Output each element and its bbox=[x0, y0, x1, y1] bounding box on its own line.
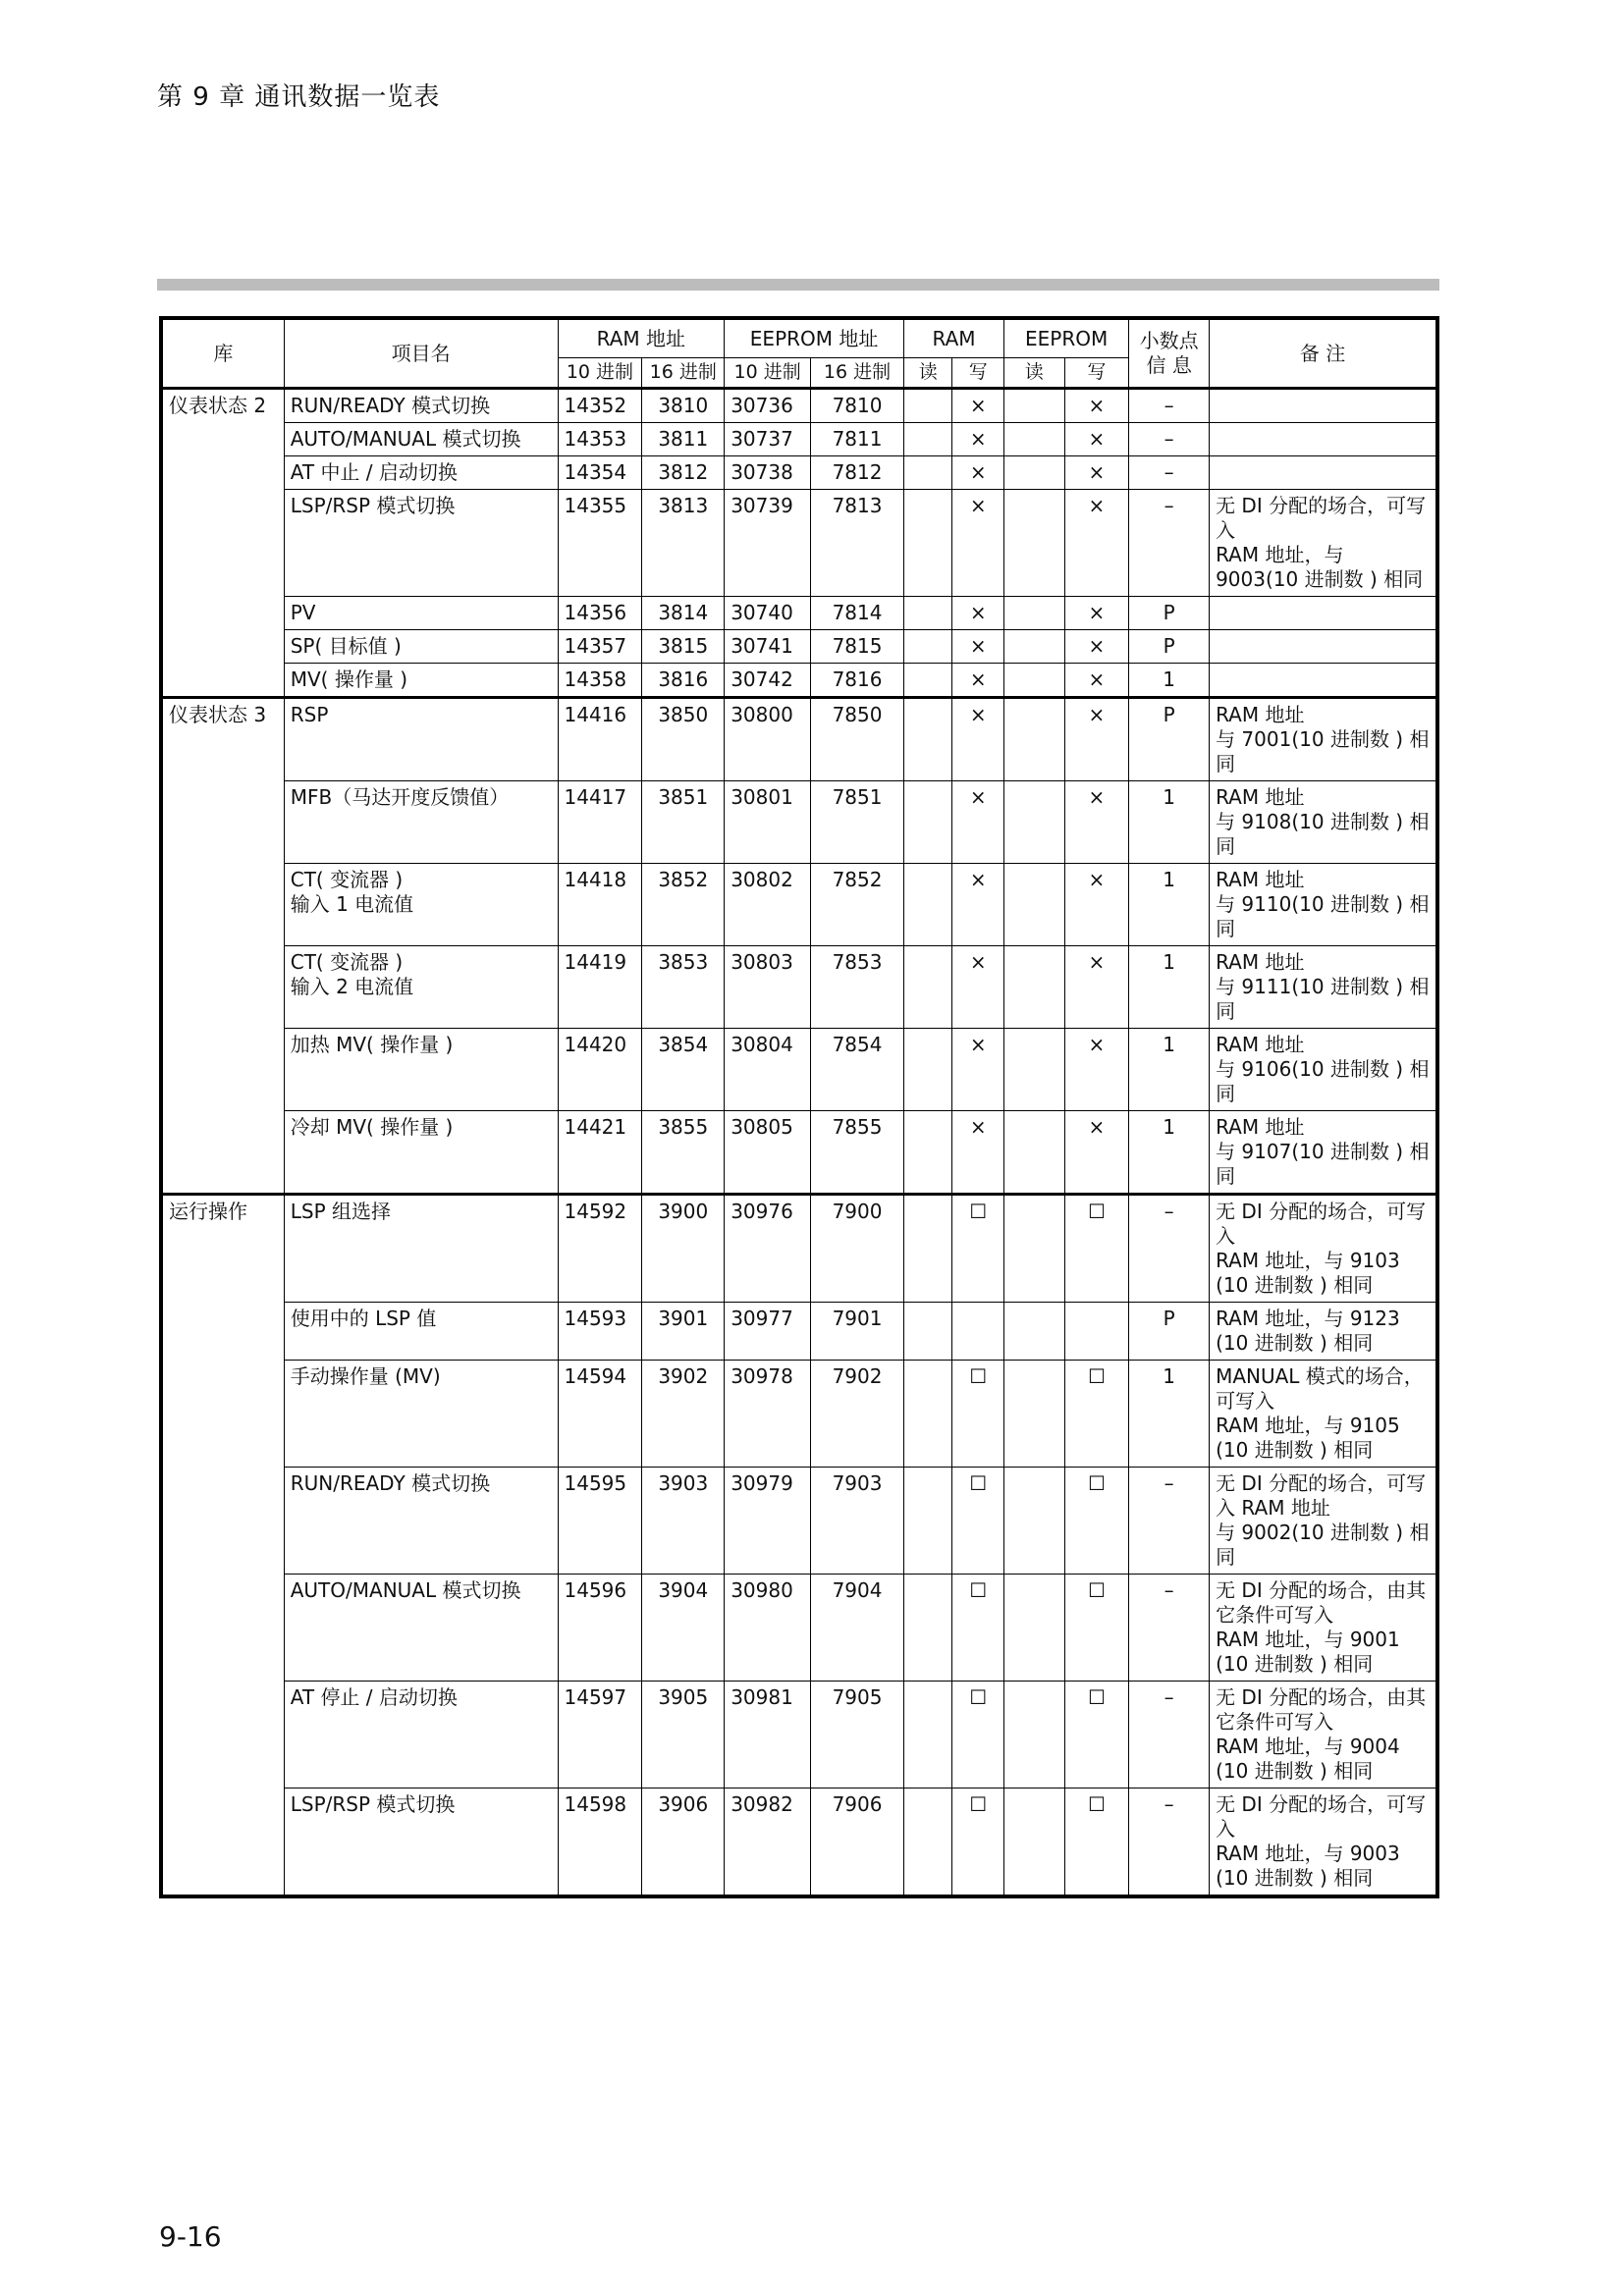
library-cell: 仪表状态 2 bbox=[161, 389, 284, 423]
eeprom-address-hex-cell: 7850 bbox=[811, 698, 904, 781]
eeprom-read-cell bbox=[1004, 1575, 1065, 1682]
remarks-cell: RAM 地址 与 9111(10 进制数 ) 相同 bbox=[1210, 946, 1437, 1029]
eeprom-read-cell bbox=[1004, 630, 1065, 664]
table-row bbox=[161, 1303, 1437, 1361]
library-cell bbox=[161, 1789, 284, 1897]
eeprom-write-cell: × bbox=[1064, 630, 1129, 664]
eeprom-write-cell: ☐ bbox=[1064, 1682, 1129, 1789]
library-cell bbox=[161, 1682, 284, 1789]
ram-address-dec-cell: 14354 bbox=[558, 456, 642, 490]
library-cell bbox=[161, 864, 284, 946]
header-lib: 库 bbox=[161, 318, 284, 389]
chapter-title: 第 9 章 通讯数据一览表 bbox=[157, 82, 441, 112]
eeprom-address-hex-cell: 7813 bbox=[811, 490, 904, 597]
eeprom-write-cell: ☐ bbox=[1064, 1789, 1129, 1897]
ram-address-dec-cell: 14419 bbox=[558, 946, 642, 1029]
section-divider bbox=[157, 279, 1439, 291]
eeprom-write-cell bbox=[1064, 1303, 1129, 1361]
eeprom-address-dec-cell: 30981 bbox=[725, 1682, 811, 1789]
ram-address-hex-cell: 3851 bbox=[642, 781, 725, 864]
eeprom-read-cell bbox=[1004, 1111, 1065, 1195]
remarks-cell: 无 DI 分配的场合，可写入 RAM 地址，与 9003 (10 进制数 ) 相同 bbox=[1210, 1789, 1437, 1897]
ram-write-cell: ☐ bbox=[952, 1789, 1004, 1897]
eeprom-write-cell: ☐ bbox=[1064, 1361, 1129, 1468]
remarks-cell bbox=[1210, 423, 1437, 456]
table-row bbox=[161, 1682, 1437, 1789]
library-cell: 运行操作 bbox=[161, 1195, 284, 1303]
remarks-cell: 无 DI 分配的场合，由其它条件可写入 RAM 地址，与 9001 (10 进制数 ) 相同 bbox=[1210, 1575, 1437, 1682]
ram-address-hex-cell: 3853 bbox=[642, 946, 725, 1029]
eeprom-address-dec-cell: 30805 bbox=[725, 1111, 811, 1195]
ram-address-dec-cell: 14421 bbox=[558, 1111, 642, 1195]
remarks-cell: RAM 地址 与 9107(10 进制数 ) 相同 bbox=[1210, 1111, 1437, 1195]
ram-write-cell: × bbox=[952, 864, 1004, 946]
eeprom-write-cell: ☐ bbox=[1064, 1195, 1129, 1303]
remarks-cell: 无 DI 分配的场合，可写入 RAM 地址，与 9003(10 进制数 ) 相同 bbox=[1210, 490, 1437, 597]
ram-write-cell: × bbox=[952, 664, 1004, 698]
item-name-cell: 加热 MV( 操作量 ) bbox=[284, 1029, 558, 1111]
remarks-cell: RAM 地址 与 9106(10 进制数 ) 相同 bbox=[1210, 1029, 1437, 1111]
ram-write-cell: × bbox=[952, 1111, 1004, 1195]
eeprom-address-hex-cell: 7811 bbox=[811, 423, 904, 456]
remarks-cell: RAM 地址 与 7001(10 进制数 ) 相同 bbox=[1210, 698, 1437, 781]
ram-read-cell bbox=[904, 864, 952, 946]
header-decimal-info: 小数点信 息 bbox=[1129, 318, 1210, 389]
ram-read-cell bbox=[904, 1029, 952, 1111]
remarks-cell: 无 DI 分配的场合，可写入 RAM 地址 与 9002(10 进制数 ) 相同 bbox=[1210, 1468, 1437, 1575]
ram-write-cell: × bbox=[952, 389, 1004, 423]
ram-address-hex-cell: 3854 bbox=[642, 1029, 725, 1111]
ram-address-hex-cell: 3815 bbox=[642, 630, 725, 664]
eeprom-address-dec-cell: 30982 bbox=[725, 1789, 811, 1897]
ram-write-cell: × bbox=[952, 630, 1004, 664]
eeprom-address-dec-cell: 30976 bbox=[725, 1195, 811, 1303]
library-cell bbox=[161, 456, 284, 490]
decimal-info-cell: – bbox=[1129, 1682, 1210, 1789]
eeprom-write-cell: ☐ bbox=[1064, 1575, 1129, 1682]
table-row bbox=[161, 1111, 1437, 1195]
ram-write-cell bbox=[952, 1303, 1004, 1361]
item-name-cell: CT( 变流器 ) 输入 2 电流值 bbox=[284, 946, 558, 1029]
library-cell bbox=[161, 1303, 284, 1361]
ram-address-hex-cell: 3905 bbox=[642, 1682, 725, 1789]
eeprom-address-dec-cell: 30802 bbox=[725, 864, 811, 946]
ram-address-hex-cell: 3901 bbox=[642, 1303, 725, 1361]
ram-address-dec-cell: 14356 bbox=[558, 597, 642, 630]
eeprom-read-cell bbox=[1004, 490, 1065, 597]
library-cell bbox=[161, 1575, 284, 1682]
header-eeprom-hex: 16 进制 bbox=[811, 358, 904, 389]
eeprom-address-hex-cell: 7852 bbox=[811, 864, 904, 946]
ram-read-cell bbox=[904, 1468, 952, 1575]
table-row bbox=[161, 1468, 1437, 1575]
eeprom-address-dec-cell: 30737 bbox=[725, 423, 811, 456]
ram-read-cell bbox=[904, 456, 952, 490]
item-name-cell: 手动操作量 (MV) bbox=[284, 1361, 558, 1468]
eeprom-write-cell: ☐ bbox=[1064, 1468, 1129, 1575]
eeprom-address-dec-cell: 30977 bbox=[725, 1303, 811, 1361]
ram-address-dec-cell: 14357 bbox=[558, 630, 642, 664]
item-name-cell: AUTO/MANUAL 模式切换 bbox=[284, 423, 558, 456]
table-row bbox=[161, 1575, 1437, 1682]
library-cell bbox=[161, 630, 284, 664]
ram-read-cell bbox=[904, 698, 952, 781]
eeprom-write-cell: × bbox=[1064, 1111, 1129, 1195]
table-row bbox=[161, 1789, 1437, 1897]
remarks-cell: RAM 地址 与 9110(10 进制数 ) 相同 bbox=[1210, 864, 1437, 946]
ram-address-hex-cell: 3900 bbox=[642, 1195, 725, 1303]
remarks-cell bbox=[1210, 456, 1437, 490]
table-row bbox=[161, 1195, 1437, 1303]
eeprom-address-dec-cell: 30742 bbox=[725, 664, 811, 698]
eeprom-address-hex-cell: 7814 bbox=[811, 597, 904, 630]
eeprom-write-cell: × bbox=[1064, 946, 1129, 1029]
header-ram-write: 写 bbox=[952, 358, 1004, 389]
remarks-cell bbox=[1210, 630, 1437, 664]
eeprom-address-hex-cell: 7901 bbox=[811, 1303, 904, 1361]
item-name-cell: 冷却 MV( 操作量 ) bbox=[284, 1111, 558, 1195]
table-row bbox=[161, 630, 1437, 664]
ram-write-cell: × bbox=[952, 698, 1004, 781]
eeprom-address-hex-cell: 7815 bbox=[811, 630, 904, 664]
eeprom-address-dec-cell: 30980 bbox=[725, 1575, 811, 1682]
eeprom-address-hex-cell: 7855 bbox=[811, 1111, 904, 1195]
header-item-name: 项目名 bbox=[284, 318, 558, 389]
eeprom-read-cell bbox=[1004, 781, 1065, 864]
item-name-cell: CT( 变流器 ) 输入 1 电流值 bbox=[284, 864, 558, 946]
ram-read-cell bbox=[904, 1789, 952, 1897]
eeprom-address-dec-cell: 30736 bbox=[725, 389, 811, 423]
eeprom-write-cell: × bbox=[1064, 698, 1129, 781]
table-row bbox=[161, 698, 1437, 781]
ram-read-cell bbox=[904, 781, 952, 864]
eeprom-address-hex-cell: 7812 bbox=[811, 456, 904, 490]
ram-read-cell bbox=[904, 1111, 952, 1195]
ram-write-cell: × bbox=[952, 946, 1004, 1029]
remarks-cell bbox=[1210, 389, 1437, 423]
ram-write-cell: × bbox=[952, 456, 1004, 490]
eeprom-read-cell bbox=[1004, 1303, 1065, 1361]
ram-address-dec-cell: 14593 bbox=[558, 1303, 642, 1361]
decimal-info-cell: 1 bbox=[1129, 1361, 1210, 1468]
library-cell bbox=[161, 1468, 284, 1575]
ram-read-cell bbox=[904, 389, 952, 423]
eeprom-write-cell: × bbox=[1064, 389, 1129, 423]
remarks-cell bbox=[1210, 597, 1437, 630]
remarks-cell: RAM 地址，与 9123 (10 进制数 ) 相同 bbox=[1210, 1303, 1437, 1361]
decimal-info-cell: – bbox=[1129, 389, 1210, 423]
ram-read-cell bbox=[904, 630, 952, 664]
ram-read-cell bbox=[904, 1303, 952, 1361]
eeprom-read-cell bbox=[1004, 423, 1065, 456]
item-name-cell: LSP/RSP 模式切换 bbox=[284, 1789, 558, 1897]
eeprom-address-dec-cell: 30738 bbox=[725, 456, 811, 490]
ram-address-hex-cell: 3812 bbox=[642, 456, 725, 490]
eeprom-read-cell bbox=[1004, 664, 1065, 698]
ram-read-cell bbox=[904, 946, 952, 1029]
ram-address-dec-cell: 14598 bbox=[558, 1789, 642, 1897]
eeprom-read-cell bbox=[1004, 389, 1065, 423]
decimal-info-cell: – bbox=[1129, 1468, 1210, 1575]
eeprom-read-cell bbox=[1004, 456, 1065, 490]
item-name-cell: SP( 目标值 ) bbox=[284, 630, 558, 664]
header-eeprom-write: 写 bbox=[1064, 358, 1129, 389]
eeprom-write-cell: × bbox=[1064, 597, 1129, 630]
ram-write-cell: × bbox=[952, 781, 1004, 864]
ram-address-hex-cell: 3855 bbox=[642, 1111, 725, 1195]
header-ram-address: RAM 地址 bbox=[558, 318, 725, 358]
decimal-info-cell: – bbox=[1129, 423, 1210, 456]
eeprom-address-dec-cell: 30804 bbox=[725, 1029, 811, 1111]
ram-write-cell: ☐ bbox=[952, 1361, 1004, 1468]
eeprom-address-hex-cell: 7854 bbox=[811, 1029, 904, 1111]
eeprom-read-cell bbox=[1004, 698, 1065, 781]
ram-address-dec-cell: 14352 bbox=[558, 389, 642, 423]
table-row bbox=[161, 864, 1437, 946]
ram-address-hex-cell: 3814 bbox=[642, 597, 725, 630]
decimal-info-cell: – bbox=[1129, 490, 1210, 597]
eeprom-read-cell bbox=[1004, 1468, 1065, 1575]
ram-address-hex-cell: 3813 bbox=[642, 490, 725, 597]
table-row bbox=[161, 1029, 1437, 1111]
item-name-cell: AT 中止 / 启动切换 bbox=[284, 456, 558, 490]
library-cell bbox=[161, 1361, 284, 1468]
header-eeprom: EEPROM bbox=[1004, 318, 1129, 358]
ram-read-cell bbox=[904, 664, 952, 698]
eeprom-write-cell: × bbox=[1064, 1029, 1129, 1111]
ram-read-cell bbox=[904, 490, 952, 597]
library-cell bbox=[161, 490, 284, 597]
eeprom-write-cell: × bbox=[1064, 490, 1129, 597]
eeprom-address-hex-cell: 7902 bbox=[811, 1361, 904, 1468]
item-name-cell: RUN/READY 模式切换 bbox=[284, 389, 558, 423]
decimal-info-cell: – bbox=[1129, 1789, 1210, 1897]
remarks-cell: MANUAL 模式的场合，可写入 RAM 地址，与 9105 (10 进制数 ) 相同 bbox=[1210, 1361, 1437, 1468]
eeprom-address-dec-cell: 30979 bbox=[725, 1468, 811, 1575]
ram-address-dec-cell: 14592 bbox=[558, 1195, 642, 1303]
eeprom-read-cell bbox=[1004, 864, 1065, 946]
decimal-info-cell: 1 bbox=[1129, 664, 1210, 698]
library-cell bbox=[161, 1111, 284, 1195]
ram-address-hex-cell: 3852 bbox=[642, 864, 725, 946]
item-name-cell: AT 停止 / 启动切换 bbox=[284, 1682, 558, 1789]
eeprom-address-dec-cell: 30803 bbox=[725, 946, 811, 1029]
communication-data-table bbox=[159, 316, 1439, 1898]
ram-address-dec-cell: 14595 bbox=[558, 1468, 642, 1575]
remarks-cell: 无 DI 分配的场合，可写入 RAM 地址，与 9103 (10 进制数 ) 相同 bbox=[1210, 1195, 1437, 1303]
eeprom-write-cell: × bbox=[1064, 864, 1129, 946]
library-cell bbox=[161, 423, 284, 456]
ram-address-hex-cell: 3811 bbox=[642, 423, 725, 456]
table-row bbox=[161, 389, 1437, 423]
eeprom-address-hex-cell: 7810 bbox=[811, 389, 904, 423]
header-ram: RAM bbox=[904, 318, 1004, 358]
ram-read-cell bbox=[904, 597, 952, 630]
item-name-cell: LSP 组选择 bbox=[284, 1195, 558, 1303]
header-eeprom-address: EEPROM 地址 bbox=[725, 318, 904, 358]
ram-address-dec-cell: 14418 bbox=[558, 864, 642, 946]
ram-address-dec-cell: 14358 bbox=[558, 664, 642, 698]
item-name-cell: MV( 操作量 ) bbox=[284, 664, 558, 698]
decimal-info-cell: P bbox=[1129, 1303, 1210, 1361]
eeprom-read-cell bbox=[1004, 1029, 1065, 1111]
decimal-info-cell: 1 bbox=[1129, 781, 1210, 864]
ram-write-cell: ☐ bbox=[952, 1575, 1004, 1682]
ram-read-cell bbox=[904, 1682, 952, 1789]
ram-address-hex-cell: 3906 bbox=[642, 1789, 725, 1897]
eeprom-address-hex-cell: 7816 bbox=[811, 664, 904, 698]
decimal-info-cell: 1 bbox=[1129, 864, 1210, 946]
ram-address-dec-cell: 14416 bbox=[558, 698, 642, 781]
table-row bbox=[161, 946, 1437, 1029]
eeprom-address-hex-cell: 7905 bbox=[811, 1682, 904, 1789]
item-name-cell: 使用中的 LSP 值 bbox=[284, 1303, 558, 1361]
item-name-cell: RUN/READY 模式切换 bbox=[284, 1468, 558, 1575]
eeprom-read-cell bbox=[1004, 597, 1065, 630]
header-eeprom-dec: 10 进制 bbox=[725, 358, 811, 389]
table-row bbox=[161, 1361, 1437, 1468]
table-row bbox=[161, 597, 1437, 630]
library-cell bbox=[161, 597, 284, 630]
eeprom-address-hex-cell: 7853 bbox=[811, 946, 904, 1029]
ram-address-hex-cell: 3816 bbox=[642, 664, 725, 698]
ram-address-dec-cell: 14417 bbox=[558, 781, 642, 864]
ram-address-dec-cell: 14596 bbox=[558, 1575, 642, 1682]
decimal-info-cell: P bbox=[1129, 597, 1210, 630]
ram-address-dec-cell: 14353 bbox=[558, 423, 642, 456]
ram-address-hex-cell: 3850 bbox=[642, 698, 725, 781]
item-name-cell: MFB（马达开度反馈值） bbox=[284, 781, 558, 864]
ram-write-cell: × bbox=[952, 423, 1004, 456]
eeprom-address-dec-cell: 30740 bbox=[725, 597, 811, 630]
ram-address-hex-cell: 3902 bbox=[642, 1361, 725, 1468]
ram-write-cell: × bbox=[952, 490, 1004, 597]
eeprom-read-cell bbox=[1004, 946, 1065, 1029]
eeprom-write-cell: × bbox=[1064, 781, 1129, 864]
ram-write-cell: ☐ bbox=[952, 1468, 1004, 1575]
library-cell bbox=[161, 946, 284, 1029]
library-cell: 仪表状态 3 bbox=[161, 698, 284, 781]
decimal-info-cell: P bbox=[1129, 630, 1210, 664]
item-name-cell: RSP bbox=[284, 698, 558, 781]
eeprom-write-cell: × bbox=[1064, 456, 1129, 490]
ram-address-hex-cell: 3810 bbox=[642, 389, 725, 423]
header-ram-read: 读 bbox=[904, 358, 952, 389]
ram-read-cell bbox=[904, 423, 952, 456]
decimal-info-cell: – bbox=[1129, 1195, 1210, 1303]
eeprom-address-hex-cell: 7851 bbox=[811, 781, 904, 864]
table-row bbox=[161, 781, 1437, 864]
ram-write-cell: ☐ bbox=[952, 1195, 1004, 1303]
header-ram-hex: 16 进制 bbox=[642, 358, 725, 389]
ram-read-cell bbox=[904, 1195, 952, 1303]
eeprom-read-cell bbox=[1004, 1195, 1065, 1303]
eeprom-write-cell: × bbox=[1064, 423, 1129, 456]
library-cell bbox=[161, 781, 284, 864]
eeprom-address-dec-cell: 30800 bbox=[725, 698, 811, 781]
ram-write-cell: × bbox=[952, 597, 1004, 630]
item-name-cell: AUTO/MANUAL 模式切换 bbox=[284, 1575, 558, 1682]
eeprom-write-cell: × bbox=[1064, 664, 1129, 698]
eeprom-address-hex-cell: 7906 bbox=[811, 1789, 904, 1897]
table-row bbox=[161, 456, 1437, 490]
eeprom-address-dec-cell: 30801 bbox=[725, 781, 811, 864]
item-name-cell: PV bbox=[284, 597, 558, 630]
ram-address-dec-cell: 14420 bbox=[558, 1029, 642, 1111]
ram-address-dec-cell: 14355 bbox=[558, 490, 642, 597]
table-row bbox=[161, 664, 1437, 698]
header-ram-dec: 10 进制 bbox=[558, 358, 642, 389]
eeprom-read-cell bbox=[1004, 1682, 1065, 1789]
eeprom-address-dec-cell: 30978 bbox=[725, 1361, 811, 1468]
eeprom-read-cell bbox=[1004, 1789, 1065, 1897]
eeprom-address-hex-cell: 7900 bbox=[811, 1195, 904, 1303]
decimal-info-cell: 1 bbox=[1129, 946, 1210, 1029]
table-row bbox=[161, 490, 1437, 597]
ram-address-hex-cell: 3903 bbox=[642, 1468, 725, 1575]
remarks-cell bbox=[1210, 664, 1437, 698]
eeprom-address-hex-cell: 7903 bbox=[811, 1468, 904, 1575]
header-eeprom-read: 读 bbox=[1004, 358, 1065, 389]
decimal-info-cell: – bbox=[1129, 1575, 1210, 1682]
ram-write-cell: ☐ bbox=[952, 1682, 1004, 1789]
ram-address-hex-cell: 3904 bbox=[642, 1575, 725, 1682]
page-number: 9-16 bbox=[159, 2220, 222, 2253]
ram-address-dec-cell: 14594 bbox=[558, 1361, 642, 1468]
ram-write-cell: × bbox=[952, 1029, 1004, 1111]
library-cell bbox=[161, 664, 284, 698]
remarks-cell: 无 DI 分配的场合，由其它条件可写入 RAM 地址，与 9004 (10 进制数 ) 相同 bbox=[1210, 1682, 1437, 1789]
ram-read-cell bbox=[904, 1575, 952, 1682]
decimal-info-cell: – bbox=[1129, 456, 1210, 490]
eeprom-address-hex-cell: 7904 bbox=[811, 1575, 904, 1682]
table-row bbox=[161, 423, 1437, 456]
decimal-info-cell: P bbox=[1129, 698, 1210, 781]
library-cell bbox=[161, 1029, 284, 1111]
ram-read-cell bbox=[904, 1361, 952, 1468]
table-body bbox=[161, 389, 1437, 1897]
ram-address-dec-cell: 14597 bbox=[558, 1682, 642, 1789]
header-remarks: 备 注 bbox=[1210, 318, 1437, 389]
decimal-info-cell: 1 bbox=[1129, 1029, 1210, 1111]
decimal-info-cell: 1 bbox=[1129, 1111, 1210, 1195]
item-name-cell: LSP/RSP 模式切换 bbox=[284, 490, 558, 597]
eeprom-read-cell bbox=[1004, 1361, 1065, 1468]
eeprom-address-dec-cell: 30741 bbox=[725, 630, 811, 664]
eeprom-address-dec-cell: 30739 bbox=[725, 490, 811, 597]
remarks-cell: RAM 地址 与 9108(10 进制数 ) 相同 bbox=[1210, 781, 1437, 864]
